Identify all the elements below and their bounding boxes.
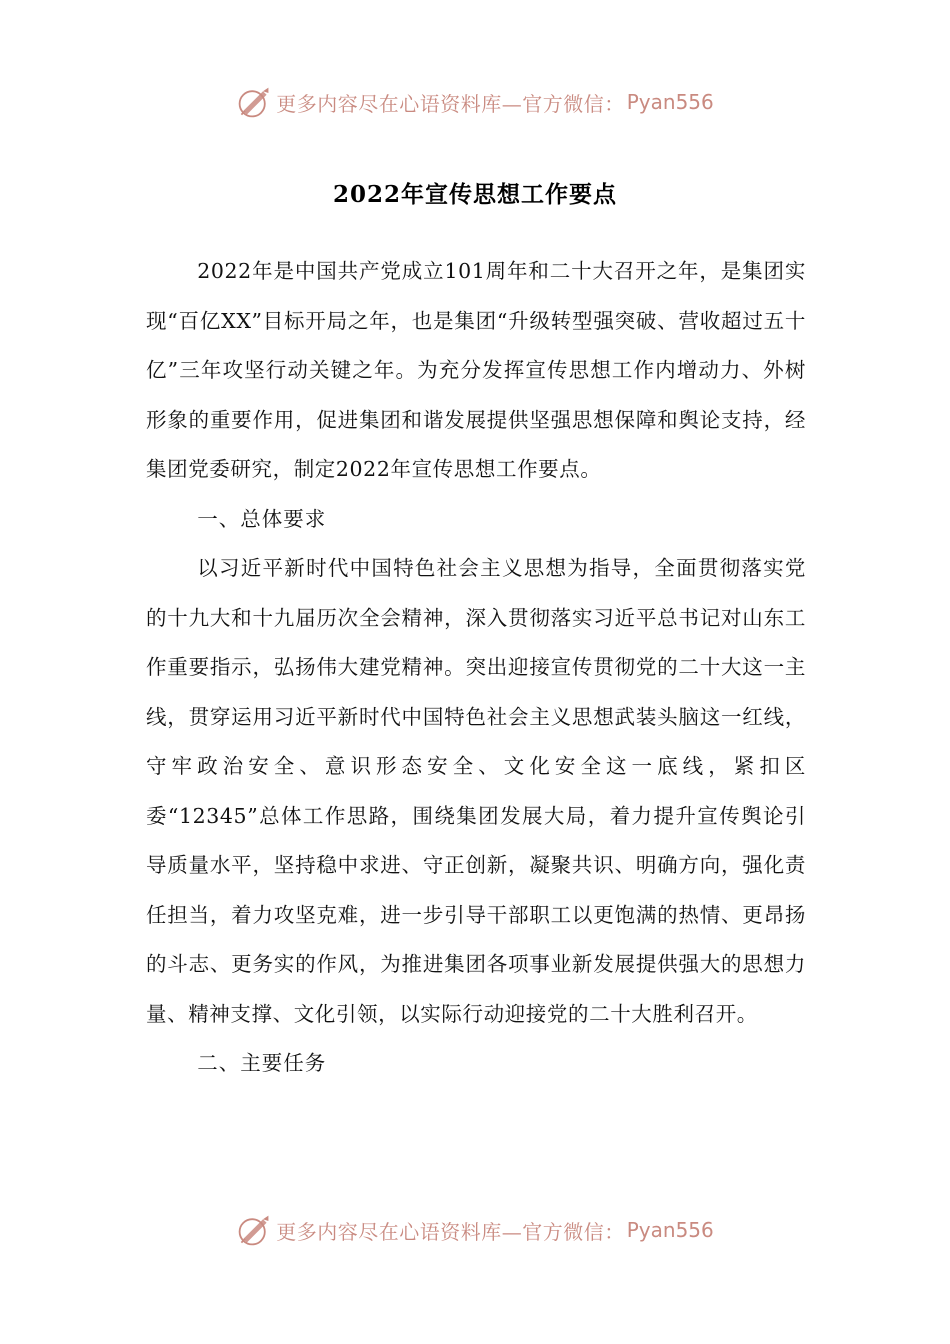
general-requirements-paragraph: 以习近平新时代中国特色社会主义思想为指导，全面贯彻落实党的十九大和十九届历次全会精神，深入贯彻落实习近平总书记对山东工作重要指示，弘扬伟大建党精神。突出迎接宣传贯彻党的二十大这一主线，贯穿运用习近平新时代中国特色社会主义思想武装头脑这一红线，守牢政治安全、意识形态安全、文化安全这一底线，紧扣区委“12345”总体工作思路，围绕集团发展大局，着力提升宣传舆论引导质量水平，坚持稳中求进、守正创新，凝聚共识、明确方向，强化责任担当，着力攻坚克难，进一步引导干部职工以更饱满的热情、更昂扬的斗志、更务实的作风，为推进集团各项事业新发展提供强大的思想力量、精神支撑、文化引领，以实际行动迎接党的二十大胜利召开。 (146, 556, 806, 1026)
pen-logo-icon (236, 84, 272, 120)
document-body (146, 247, 806, 1089)
watermark-footer (0, 1210, 950, 1250)
section-heading-main-tasks: 二、主要任务 (197, 1051, 327, 1075)
section-heading-general-requirements: 一、总体要求 (197, 506, 327, 531)
watermark-wechat-id: Pyan556 (626, 90, 714, 114)
watermark-wechat-id: Pyan556 (626, 1218, 714, 1242)
watermark-text: 更多内容尽在心语资料库—官方微信： (276, 1219, 625, 1244)
document-title: 2022年宣传思想工作要点 (332, 181, 617, 208)
watermark-header (0, 82, 950, 122)
intro-paragraph: 2022年是中国共产党成立101周年和二十大召开之年，是集团实现“百亿XX”目标开局之年，也是集团“升级转型强突破、营收超过五十亿”三年攻坚行动关键之年。为充分发挥宣传思想工作内增动力、外树形象的重要作用，促进集团和谐发展提供坚强思想保障和舆论支持，经集团党委研究，制定2022年宣传思想工作要点。 (146, 259, 806, 481)
watermark-text: 更多内容尽在心语资料库—官方微信： (276, 91, 625, 116)
pen-logo-icon (236, 1212, 272, 1248)
